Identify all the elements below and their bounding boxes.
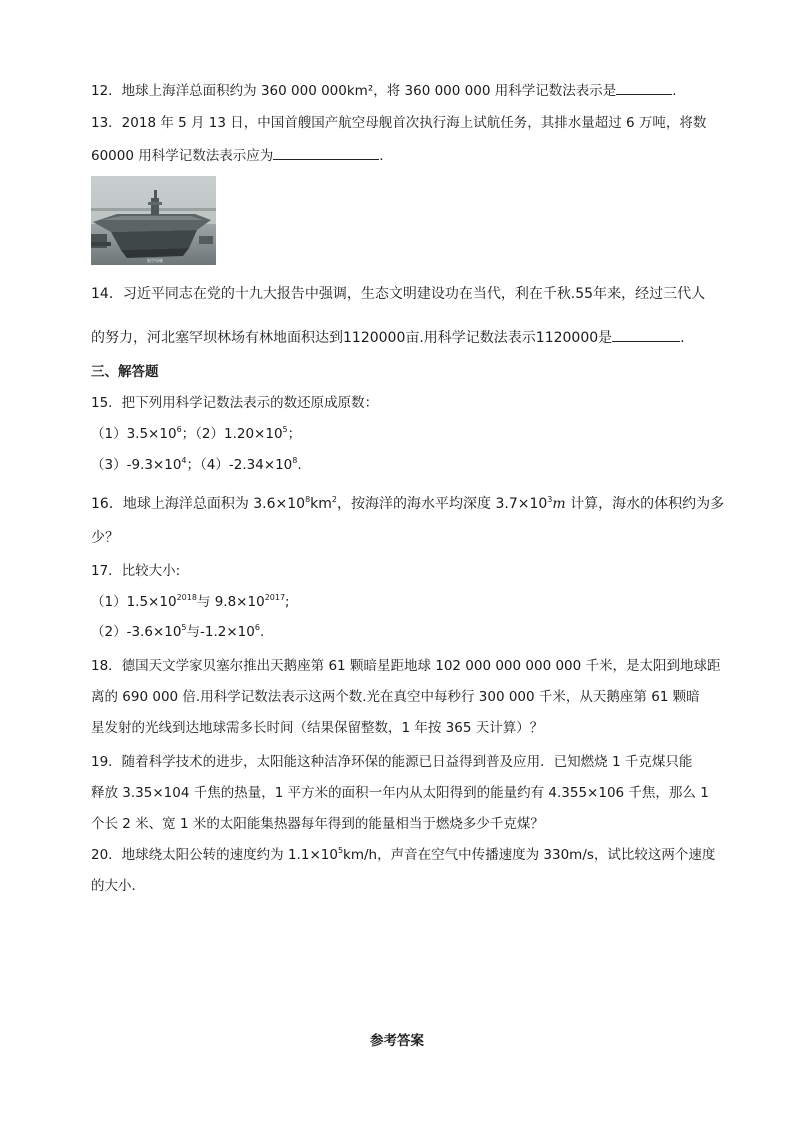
question-16-line-1 [91,494,724,514]
q18-text-3: 星发射的光线到达地球需多长时间（结果保留整数，1 年按 365 天计算）？ [91,720,544,736]
aircraft-carrier-image [91,176,216,265]
question-17-line-1 [91,561,180,581]
q17-exp-2b: 6 [254,623,260,632]
q16-text-e: 计算，海水的体积约为多 [565,496,725,512]
q19-text-2: 释放 3.35×104 千焦的热量，1 平方米的面积一年内从太阳得到的能量约有 4.355×106 千焦，那么 1 [91,785,709,801]
question-13-line-2 [91,145,384,166]
q15-end-1: ； [287,426,302,442]
q20-text-2: 的大小． [91,878,145,894]
question-14-text-2: 的努力，河北塞罕坝林场有林地面积达到1120000亩.用科学记数法表示1120000是 [91,330,613,346]
q18-text-2: 离的 690 000 倍.用科学记数法表示这两个数.光在真空中每秒行 300 000 千米，从天鹅座第 61 颗暗 [91,689,700,705]
answer-blank-13[interactable] [273,145,379,160]
question-13-end: . [379,148,384,164]
q17-end-1: ; [285,594,290,610]
question-19-line-2 [91,783,709,803]
q16-text-2: 少？ [91,530,119,546]
q16-unit-km: km [310,496,332,512]
q17-exp-2a: 5 [181,623,187,632]
q20-text-b: km/h，声音在空气中传播速度为 330m/s，试比较这两个速度 [343,847,716,863]
q15-item-3: （3）-9.3×10 [91,457,182,473]
q18-text-1: 18．德国天文学家贝塞尔推出天鹅座第 61 颗暗星距地球 102 000 000 000 000 千米，是太阳到地球距 [91,658,721,674]
question-13-text-2: 60000 用科学记数法表示应为 [91,148,274,164]
q17-exp-1b: 2017 [264,593,286,602]
q17-end-2: . [259,624,265,640]
question-14-line-2 [91,327,685,348]
question-15-items-2 [91,455,302,475]
q15-exp-1: 6 [176,425,182,434]
q15-end-2: . [297,457,302,473]
question-18-line-3 [91,718,543,738]
image-watermark: 航空母舰 [147,258,163,263]
aircraft-carrier-photo [91,176,216,265]
q17-exp-1a: 2018 [176,593,197,602]
question-20-line-2 [91,876,145,896]
q16-exp-b: 2 [331,495,338,504]
q15-item-4: ；（4）-2.34×10 [186,457,293,473]
question-18-line-2 [91,687,700,707]
question-13-text-1: 13．2018 年 5 月 13 日，中国首艘国产航空母舰首次执行海上试航任务，其排水量超过 6 万吨，将数 [91,115,707,131]
q15-item-2: ；（2）1.20×10 [181,426,283,442]
q17-item-1b: 与 9.8×10 [196,594,265,610]
question-20-line-1 [91,845,715,865]
question-19-line-1 [91,752,692,772]
q20-exp: 5 [337,846,344,855]
question-14-end: . [680,330,685,346]
q16-text-a: 16．地球上海洋总面积为 3.6×10 [91,496,306,512]
answer-blank-14[interactable] [612,327,680,342]
q16-exp-c: 3 [547,495,553,504]
q20-text-a: 20．地球绕太阳公转的速度约为 1.1×10 [91,847,338,863]
answer-blank-12[interactable] [616,80,672,95]
q16-text-c: ，按海洋的海水平均深度 3.7×10 [337,496,548,512]
q15-exp-4: 8 [292,456,298,465]
q19-text-3: 个长 2 米、宽 1 米的太阳能集热器每年得到的能量相当于燃烧多少千克煤？ [91,816,544,832]
question-13-line-1 [91,113,706,133]
q17-text: 17．比较大小: [91,563,181,579]
q16-exp-a: 8 [305,495,311,504]
question-14-text-1: 14．习近平同志在党的十九大报告中强调，生态文明建设功在当代，利在千秋.55年来，经过三代人 [91,286,706,302]
q15-exp-3: 4 [181,456,187,465]
question-18-line-1 [91,656,721,676]
question-12 [91,80,677,101]
question-19-line-3 [91,814,544,834]
question-12-end: . [672,83,677,99]
q17-item-1a: （1）1.5×10 [91,594,177,610]
question-12-text: 12．地球上海洋总面积约为 360 000 000km²，将 360 000 000 用科学记数法表示是 [91,83,617,99]
q17-item-2a: （2）-3.6×10 [91,624,182,640]
question-16-line-2 [91,528,119,548]
question-15-items-1 [91,424,301,444]
answer-key-heading: 参考答案 [370,1033,424,1049]
q19-text-1: 19．随着科学技术的进步，太阳能这种洁净环保的能源已日益得到普及应用．已知燃烧 1 千克煤只能 [91,754,693,770]
question-15-text: 15．把下列用科学记数法表示的数还原成原数： [91,395,379,411]
q15-exp-2: 5 [282,425,288,434]
question-15-line-1 [91,393,378,413]
q15-item-1: （1）3.5×10 [91,426,177,442]
question-17-item-2 [91,622,264,642]
q16-unit-m: m [552,496,566,512]
section-heading: 三、解答题 [91,364,159,380]
question-14-line-1 [91,284,705,304]
question-17-item-1 [91,592,290,612]
q17-item-2b: 与-1.2×10 [186,624,255,640]
